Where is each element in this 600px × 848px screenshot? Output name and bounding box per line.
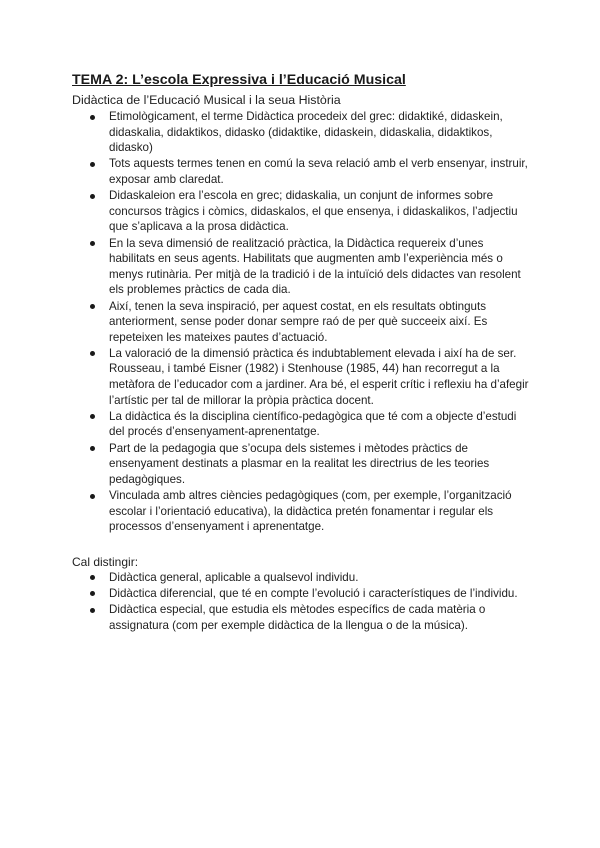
document-subtitle: Didàctica de l’Educació Musical i la seua Història	[72, 93, 341, 107]
bullet-icon	[90, 194, 95, 199]
list-item-text: La valoració de la dimensió pràctica és indubtablement elevada i així ha de ser. Rousseau, i també Eisner (1982) i Stenhouse (1985, 44) han recorregut a la metàfora de l’educador com a jardiner. Ara bé, el esperit crític i reflexiu ha d’afegir l’artístic per tal de millorar la pròpia pràctica docent.	[109, 346, 529, 407]
list-item-text: Didàctica especial, que estudia els mètodes específics de cada matèria o assignatura (com per exemple didàctica de la llengua o de la música).	[109, 603, 486, 632]
list-item-text: Tots aquests termes tenen en comú la seva relació amb el verb ensenyar, instruir, exposar amb claredat.	[109, 157, 528, 186]
list-item	[72, 109, 530, 156]
document-body	[72, 70, 530, 634]
list-item-text: Vinculada amb altres ciències pedagògiques (com, per exemple, l’organització escolar i l’orientació educativa), la didàctica pretén fonamentar i regular els processos d’ensenyament i aprenentatge.	[109, 489, 512, 534]
bullet-icon	[90, 162, 95, 167]
bullet-icon	[90, 351, 95, 356]
bullet-icon	[90, 304, 95, 309]
list-item	[72, 409, 530, 440]
list-item-text: Etimològicament, el terme Didàctica procedeix del grec: didaktiké, didaskein, didaskalia, didaktikos, didasko (didaktike, didaskein, didaskalia, didaktikos, didasko)	[109, 110, 503, 155]
list-item	[72, 156, 530, 187]
list-item	[72, 236, 530, 298]
distinctions-list	[72, 570, 530, 634]
list-item-text: Didaskaleion era l’escola en grec; didaskalia, un conjunt de informes sobre concursos tràgics i còmics, didaskalos, el que ensenya, i didaskalikos, l’adjectiu que s’aplicava a la prosa didàctica.	[109, 189, 518, 234]
bullet-icon	[90, 591, 95, 596]
list-item	[72, 299, 530, 346]
bullet-icon	[90, 494, 95, 499]
list-item-text: La didàctica és la disciplina científico-pedagògica que té com a objecte d’estudi del procés d’ensenyament-aprenentatge.	[109, 409, 517, 439]
list-item	[72, 346, 530, 408]
list-item	[72, 441, 530, 488]
bullet-icon	[90, 414, 95, 419]
list-item	[72, 570, 530, 586]
list-item	[72, 188, 530, 235]
list-item-text: Així, tenen la seva inspiració, per aquest costat, en els resultats obtinguts anteriorment, sense poder donar sempre raó de per què succeeix així. Es repeteixen les mateixes pautes d’actuació.	[109, 299, 488, 344]
list-item	[72, 488, 530, 535]
bullet-icon	[90, 241, 95, 246]
list-item-text: En la seva dimensió de realització pràctica, la Didàctica requereix d’unes habilitats en seus agents. Habilitats que augmenten amb l’experiència més o menys rutinària. Per mitjà de la tradició i de la intuïció dels didactes van resolent els problemes pràctics de cada dia.	[109, 236, 521, 297]
bullet-icon	[90, 575, 95, 580]
list-item-text: Didàctica general, aplicable a qualsevol individu.	[109, 570, 359, 584]
list-item	[72, 586, 530, 602]
bullet-icon	[90, 115, 95, 120]
list-item	[72, 602, 530, 633]
document-title: TEMA 2: L’escola Expressiva i l’Educació Musical	[72, 72, 406, 88]
list-item-text: Part de la pedagogia que s’ocupa dels sistemes i mètodes pràctics de ensenyament destinats a plasmar en la realitat les directrius de les teories pedagògiques.	[109, 441, 490, 486]
distinctions-intro: Cal distingir:	[72, 554, 139, 569]
main-bullet-list	[72, 109, 530, 535]
bullet-icon	[90, 608, 95, 613]
list-item-text: Didàctica diferencial, que té en compte l’evolució i característiques de l’individu.	[109, 586, 518, 600]
bullet-icon	[90, 446, 95, 451]
